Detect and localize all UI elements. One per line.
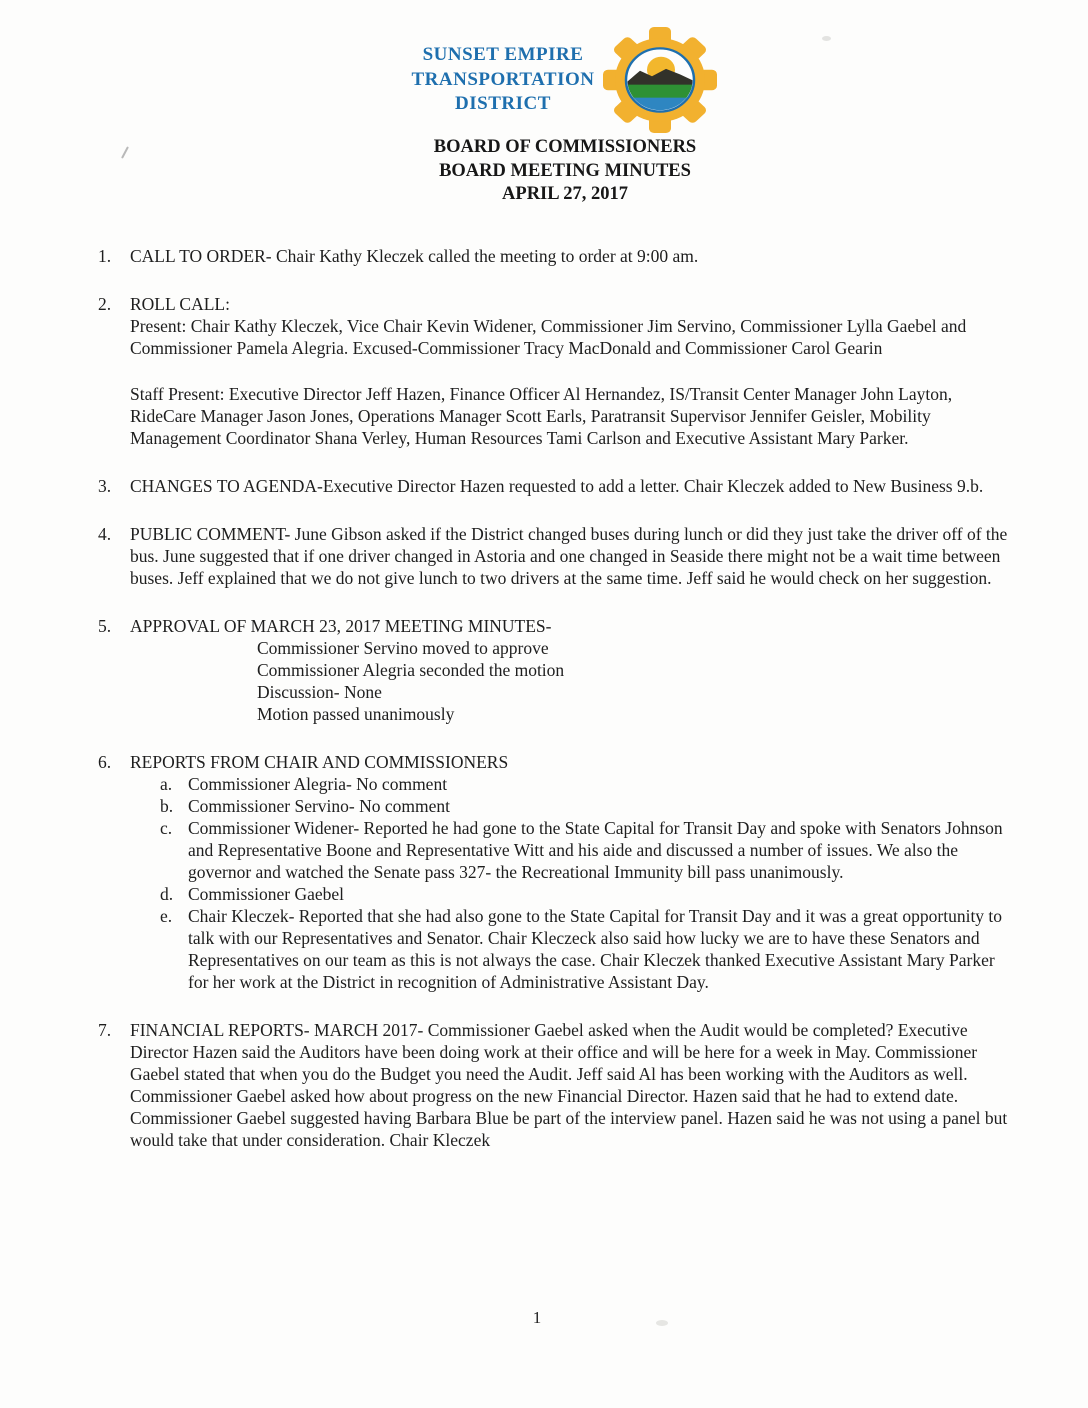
sub-item-alegria [160, 773, 1010, 795]
motion-line: Commissioner Alegria seconded the motion [257, 659, 565, 680]
item-text: CALL TO ORDER- Chair Kathy Kleczek called the meeting to order at 9:00 am. [130, 245, 699, 266]
agenda-item-approval-of-minutes [98, 615, 1010, 725]
doc-title [21, 136, 1088, 207]
doc-title-line-2: BOARD MEETING MINUTES [439, 160, 691, 181]
item-text: CHANGES TO AGENDA-Executive Director Hazen requested to add a letter. Chair Kleczek added to New Business 9.b. [130, 475, 984, 496]
agenda-item-changes-to-agenda [98, 475, 1010, 497]
sub-item-letter: d. [160, 883, 174, 904]
org-name-line-1: SUNSET EMPIRE [422, 44, 584, 66]
org-name-line-3: DISTRICT [455, 93, 551, 115]
doc-title-line-1: BOARD OF COMMISSIONERS [433, 137, 697, 157]
document-header [0, 0, 1088, 207]
page-number: 1 [532, 1308, 542, 1327]
sub-item-letter: c. [160, 817, 173, 838]
item-heading: APPROVAL OF MARCH 23, 2017 MEETING MINUTES- [130, 615, 552, 636]
sub-item-gaebel [160, 883, 1010, 905]
brand-row [22, 26, 1088, 134]
doc-title-line-3: APRIL 27, 2017 [502, 184, 628, 204]
agenda-item-call-to-order [98, 245, 1010, 267]
item-text: PUBLIC COMMENT- June Gibson asked if the District changed buses during lunch or did they just take the driver off of the bus. June suggested that if one driver changed in Astoria and one changed in Seaside there might not be a wait time between buses. Jeff explained that we do not give lunch to two drivers at the same time. Jeff said he would check on her suggestion. [130, 523, 1008, 588]
item-number: 6. [98, 751, 112, 772]
item-number: 4. [98, 523, 112, 544]
item-text: FINANCIAL REPORTS- MARCH 2017- Commissioner Gaebel asked when the Audit would be completed? Executive Director Hazen said the Auditors have been doing work at their office and will be here for a week in May. Commissioner Gaebel stated that when you do the Budget you need the Audit. Jeff said Al has been working with the Auditors as well. Commissioner Gaebel asked how about progress on the new Financial Director. Hazen said that he had to extend date. Commissioner Gaebel suggested having Barbara Blue be part of the interview panel. Hazen said he was not using a panel but would take that under consideration. Chair Kleczek [130, 1019, 1008, 1150]
sub-item-letter: a. [160, 773, 173, 794]
agenda-item-public-comment [98, 523, 1010, 589]
roll-call-staff-present: Staff Present: Executive Director Jeff Hazen, Finance Officer Al Hernandez, IS/Transit Center Manager John Layton, RideCare Manager Jason Jones, Operations Manager Scott Earls, Paratransit Supervisor Jennifer Geisler, Mobility Management Coordinator Shana Verley, Human Resources Tami Carlson and Executive Assistant Mary Parker. [130, 383, 953, 448]
org-name-line-2: TRANSPORTATION [411, 68, 595, 90]
sub-item-text: Commissioner Widener- Reported he had gone to the State Capital for Transit Day and spoke with Senators Johnson and Representative Boone and Representative Witt and his aide and discussed a number of issues. We also the governor and watched the Senate pass 327- the Recreational Immunity bill pass unanimously. [188, 817, 1003, 882]
item-number: 7. [98, 1019, 112, 1040]
item-heading: ROLL CALL: [130, 293, 230, 314]
minutes-body [0, 245, 1088, 1151]
agenda-item-roll-call [98, 293, 1010, 449]
sub-item-text: Chair Kleczek- Reported that she had also gone to the State Capital for Transit Day and it was a great opportunity to talk with our Representatives and Senator. Chair Kleczeck also said how lucky we are to have these Senators and Representatives on our team as this is not always the case. Chair Kleczek thanked Executive Assistant Mary Parker for her work at the District in recognition of Administrative Assistant Day. [188, 905, 1003, 992]
sub-item-text: Commissioner Alegria- No comment [188, 773, 448, 794]
sub-item-text: Commissioner Servino- No comment [188, 795, 450, 816]
motion-line: Commissioner Servino moved to approve [257, 637, 549, 658]
sub-item-servino [160, 795, 1010, 817]
sub-item-widener [160, 817, 1010, 883]
sub-item-letter: b. [160, 795, 174, 816]
motion-line: Discussion- None [257, 681, 382, 702]
motion-line: Motion passed unanimously [257, 703, 455, 724]
roll-call-present: Present: Chair Kathy Kleczek, Vice Chair Kevin Widener, Commissioner Jim Servino, Commissioner Lylla Gaebel and Commissioner Pamela Alegria. Excused-Commissioner Tracy MacDonald and Commissioner Carol Gearin [130, 315, 967, 358]
org-name [412, 43, 595, 117]
sub-item-letter: e. [160, 905, 173, 926]
item-heading: REPORTS FROM CHAIR AND COMMISSIONERS [130, 751, 509, 772]
motion-block [257, 637, 1010, 725]
district-gear-logo-icon [600, 27, 720, 133]
item-number: 5. [98, 615, 112, 636]
item-number: 2. [98, 293, 112, 314]
sub-item-kleczek [160, 905, 1010, 993]
item-number: 1. [98, 245, 112, 266]
item-number: 3. [98, 475, 112, 496]
agenda-item-reports-from-chair [98, 751, 1010, 993]
sub-item-text: Commissioner Gaebel [188, 883, 345, 904]
agenda-item-financial-reports [98, 1019, 1010, 1151]
